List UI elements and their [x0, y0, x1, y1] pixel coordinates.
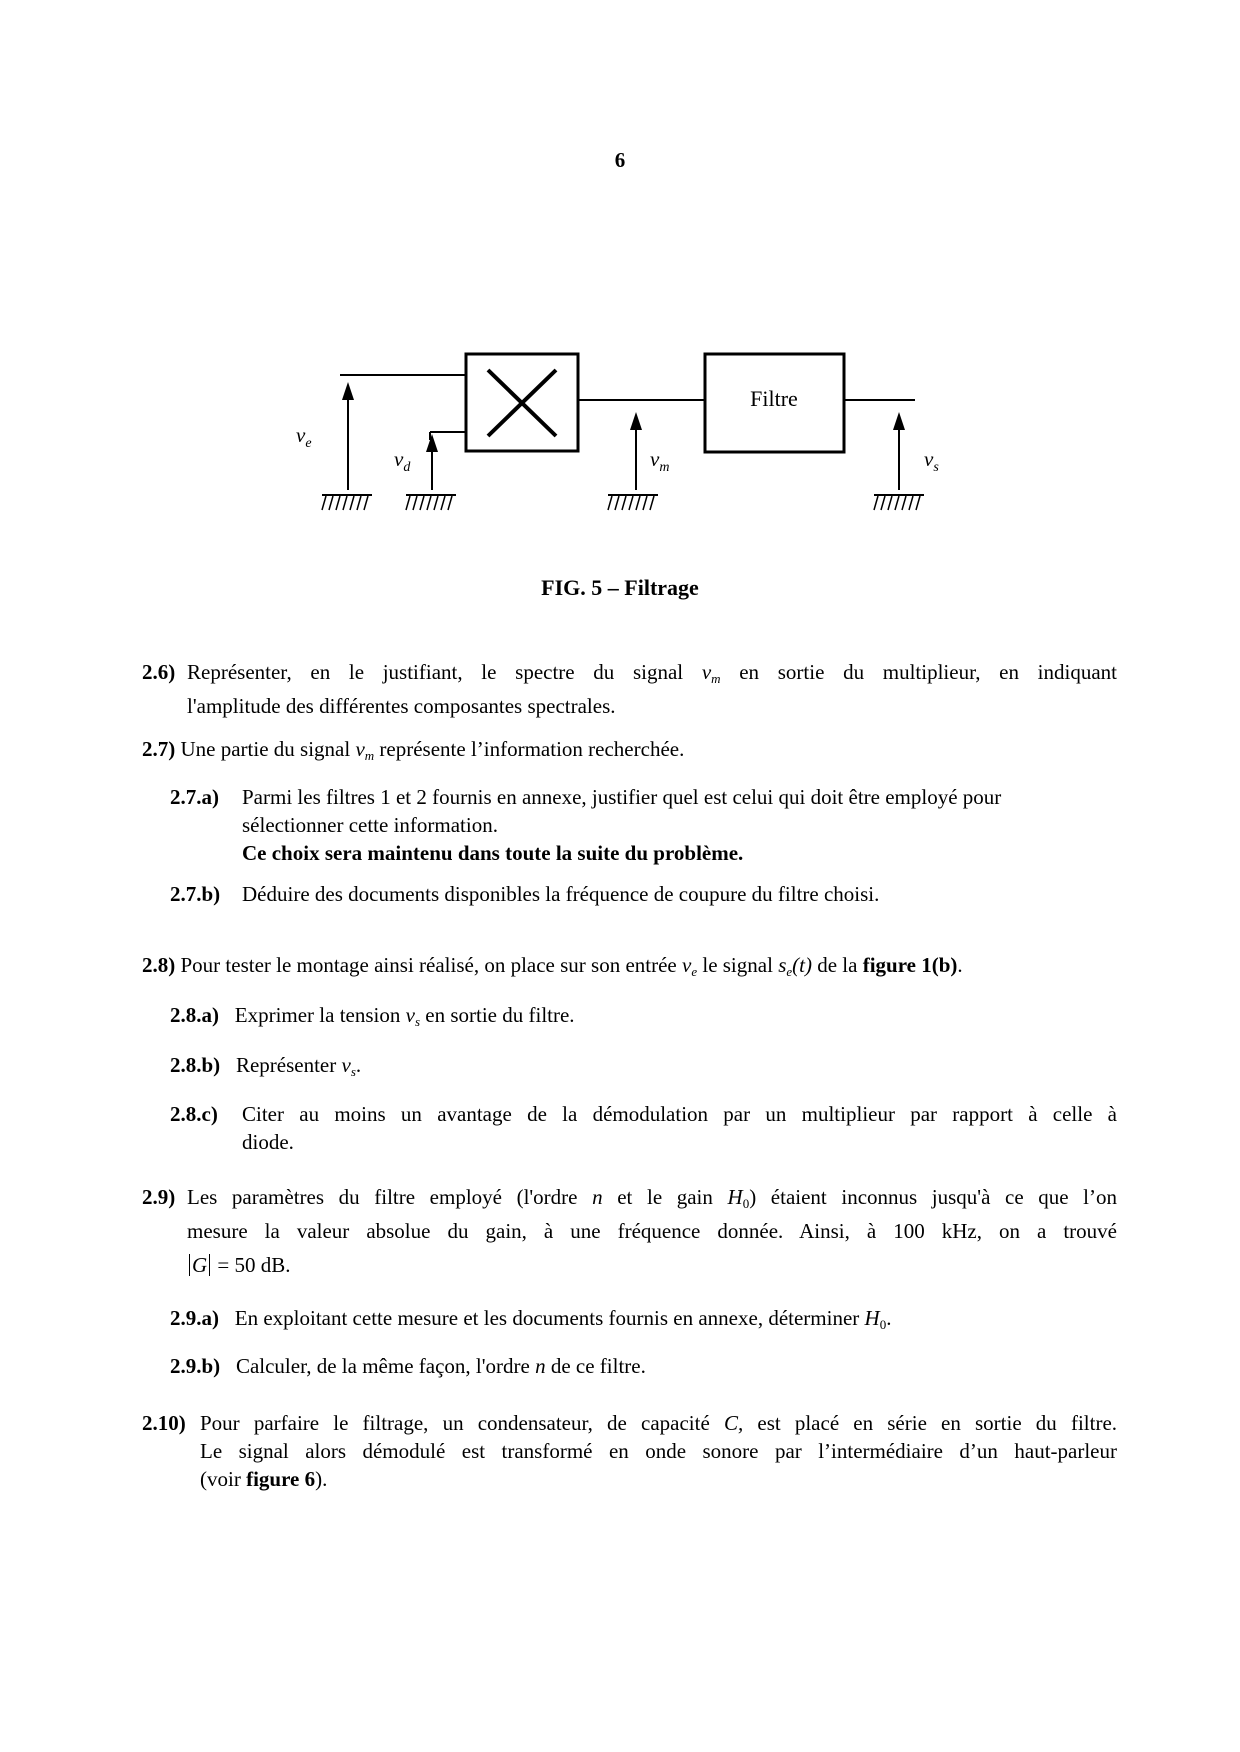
q26-line2: l'amplitude des différentes composantes spectrales.	[187, 694, 616, 718]
q28c-line2: diode.	[242, 1130, 294, 1154]
vm-label: $v_m$	[650, 447, 670, 475]
q26-number: 2.6)	[142, 660, 176, 684]
q28b: 2.8.b) Représenter $v_s$.	[170, 1053, 362, 1079]
vm-arrow	[630, 412, 642, 430]
q27a-line3: Ce choix sera maintenu dans toute la suite du problème.	[242, 841, 744, 865]
q210-number: 2.10)	[142, 1411, 186, 1435]
q29-line1: Les paramètres du filtre employé (l'ordre n et le gain $H_0$) étaient inconnus jusqu'à ce que l’on	[187, 1185, 1118, 1211]
vs-label: $v_s$	[924, 447, 939, 475]
q27b-number: 2.7.b)	[170, 882, 221, 906]
q28c-line1: Citer au moins un avantage de la démodulation par un multiplieur par rapport à celle à	[242, 1102, 1117, 1126]
q26-line1: Représenter, en le justifiant, le spectre du signal $v_m$ en sortie du multiplieur, en indiquant	[187, 660, 1118, 686]
q29-number: 2.9)	[142, 1185, 176, 1209]
q27b-line1: Déduire des documents disponibles la fréquence de coupure du filtre choisi.	[242, 882, 880, 906]
q210-line1: Pour parfaire le filtrage, un condensateur, de capacité C, est placé en série en sortie du filtre.	[200, 1411, 1118, 1435]
vd-arrow	[426, 434, 438, 452]
vs-arrow	[893, 412, 905, 430]
ve-arrow	[342, 382, 354, 400]
q28a: 2.8.a) Exprimer la tension $v_s$ en sortie du filtre.	[170, 1003, 575, 1029]
q29-line3: G = 50 dB.	[187, 1251, 291, 1279]
q210-line2: Le signal alors démodulé est transformé en onde sonore par l’intermédiaire d’un haut-parleur	[200, 1439, 1117, 1463]
q28c-number: 2.8.c)	[170, 1102, 218, 1126]
vd-label: $v_d$	[394, 447, 411, 475]
ve-label: $v_e$	[296, 423, 312, 451]
q27: 2.7) Une partie du signal $v_m$ représente l’information recherchée.	[142, 737, 685, 763]
q29-line2: mesure la valeur absolue du gain, à une fréquence donnée. Ainsi, à 100 kHz, on a trouvé	[187, 1219, 1117, 1243]
figure-caption: FIG. 5 – Filtrage	[541, 575, 699, 600]
q27a-line1: Parmi les filtres 1 et 2 fournis en annexe, justifier quel est celui qui doit être employé pour	[242, 785, 1002, 809]
q210-line3: (voir figure 6).	[200, 1467, 328, 1491]
page-number: 6	[614, 148, 626, 172]
ground-vm	[608, 495, 658, 510]
ground-ve	[322, 495, 372, 510]
ground-vd	[406, 495, 456, 510]
q27a-number: 2.7.a)	[170, 785, 219, 809]
q27a-line2: sélectionner cette information.	[242, 813, 498, 837]
q29b: 2.9.b) Calculer, de la même façon, l'ordre n de ce filtre.	[170, 1354, 646, 1378]
block-diagram	[0, 0, 1240, 560]
filter-label: Filtre	[750, 386, 798, 411]
q28: 2.8) Pour tester le montage ainsi réalisé, on place sur son entrée $v_e$ le signal $s_e(t)$ de la figure 1(b).	[142, 953, 963, 979]
ground-vs	[874, 495, 924, 510]
q29a: 2.9.a) En exploitant cette mesure et les documents fournis en annexe, déterminer $H_0$.	[170, 1306, 892, 1332]
